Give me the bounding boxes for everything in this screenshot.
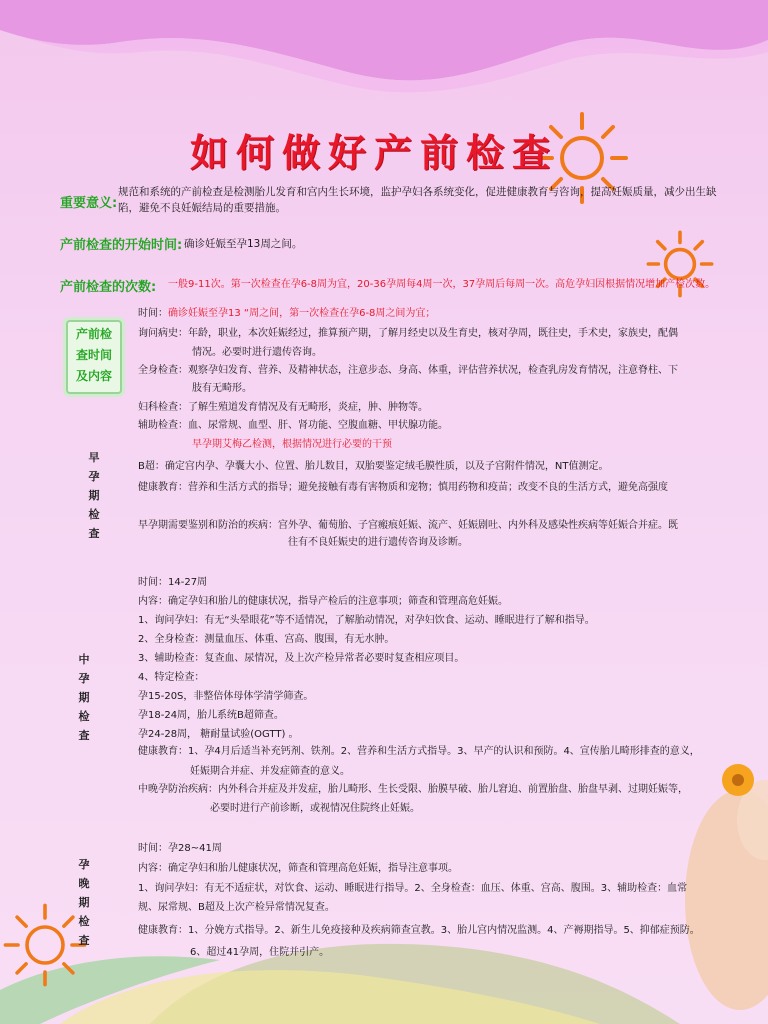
mid-prevention: 中晚孕防治疾病：内外科合并症及并发症，胎儿畸形、生长受限、胎膜早破、胎儿窘迫、前置胎盘、胎盘早剥、过期妊娠等， bbox=[138, 784, 688, 795]
mid-education: 健康教育：1、孕4月后适当补充钙剂、铁剂。2、营养和生活方式指导。3、早产的认识和预防。4、宣传胎儿畸形排查的意义， bbox=[138, 746, 700, 757]
count-label: 产前检查的次数: bbox=[60, 280, 157, 295]
label-char: 检 bbox=[88, 508, 100, 521]
label-char: 查 bbox=[78, 934, 90, 947]
early-general: 全身检查：观察孕妇发育、营养、及精神状态，注意步态、身高、体重，评估营养状况，检查乳房发育情况，注意脊柱、下 bbox=[138, 365, 678, 376]
late-items: 1、询问孕妇：有无不适症状，对饮食、运动、睡眠进行指导。2、全身检查：血压、体重、宫高、腹围。3、辅助检查：血常 bbox=[138, 883, 688, 894]
label-char: 孕 bbox=[88, 470, 100, 483]
mid-time: 时间：14-27周 bbox=[138, 577, 208, 588]
label-char: 查 bbox=[88, 527, 100, 540]
time-value: 确诊妊娠至孕13 “周之间，第一次检查在孕6-8周之间为宜； bbox=[168, 308, 436, 319]
label-char: 查 bbox=[78, 729, 90, 742]
mid-item-4: 4、特定检查： bbox=[138, 672, 205, 683]
label-char: 孕 bbox=[78, 858, 90, 871]
significance-text: 规范和系统的产前检查是检测胎儿发育和宫内生长环境，监护孕妇各系统变化，促进健康教育与咨询，提高妊娠质量，减少出生缺陷，避免不良妊娠结局的重要措施。 bbox=[118, 186, 717, 214]
mid-special-3: 孕24-28周， 糖耐量试验(OGTT) 。 bbox=[138, 729, 299, 740]
early-general-cont: 肢有无畸形。 bbox=[192, 383, 252, 394]
early-diseases-cont: 往有不良妊娠史的进行遗传咨询及诊断。 bbox=[288, 537, 468, 548]
label-char: 检 bbox=[78, 915, 90, 928]
mid-item-1: 1、询问孕妇：有无“头晕眼花”等不适情况，了解胎动情况，对孕妇饮食、运动、睡眠进行了解和指导。 bbox=[138, 615, 595, 626]
mid-content: 内容：确定孕妇和胎儿的健康状况，指导产检后的注意事项；筛查和管理高危妊娠。 bbox=[138, 596, 508, 607]
mid-special-2: 孕18-24周，胎儿系统B超筛查。 bbox=[138, 710, 284, 721]
page-title: 如何做好产前检查 bbox=[190, 131, 559, 175]
label-char: 晚 bbox=[78, 877, 90, 890]
early-diseases: 早孕期需要鉴别和防治的疾病：宫外孕、葡萄胎、子宫瘢痕妊娠、流产、妊娠剧吐、内外科及感染性疾病等妊娠合并症。既 bbox=[138, 520, 678, 531]
label-char: 中 bbox=[78, 653, 90, 666]
early-gyn: 妇科检查：了解生殖道发育情况及有无畸形，炎症，肿、肿物等。 bbox=[138, 402, 428, 413]
mid-education-cont: 妊娠期合并症、并发症筛查的意义。 bbox=[190, 766, 350, 777]
mid-prevention-cont: 必要时进行产前诊断，或视情况住院终止妊娠。 bbox=[210, 803, 420, 814]
late-education-cont: 6、超过41孕周，住院并引产。 bbox=[190, 947, 330, 958]
section-box-line: 产前检 bbox=[75, 327, 112, 341]
flower-icon bbox=[722, 764, 754, 796]
early-history: 询问病史：年龄，职业，本次妊娠经过，推算预产期，了解月经史以及生育史，核对孕周，既往史，手术史，家族史，配偶 bbox=[138, 328, 678, 339]
label-char: 早 bbox=[88, 451, 100, 464]
section-box-line: 及内容 bbox=[75, 369, 112, 383]
early-time bbox=[138, 307, 435, 321]
label-char: 期 bbox=[78, 896, 90, 909]
section-box bbox=[66, 320, 122, 394]
time-prefix: 时间： bbox=[138, 308, 168, 319]
early-aux: 辅助检查：血、尿常规、血型、肝、肾功能、空腹血糖、甲状腺功能。 bbox=[138, 420, 448, 431]
late-time: 时间：孕28~41周 bbox=[138, 843, 222, 854]
mid-special-1: 孕15-20S，非整倍体母体学清学筛查。 bbox=[138, 691, 314, 702]
late-items-cont: 规、尿常规、B超及上次产检异常情况复查。 bbox=[138, 902, 335, 913]
mid-item-3: 3、辅助检查：复查血、尿情况，及上次产检异常者必要时复查相应项目。 bbox=[138, 653, 465, 664]
significance-label: 重要意义: bbox=[60, 196, 118, 211]
early-history-cont: 情况。必要时进行遗传咨询。 bbox=[192, 347, 322, 358]
early-pregnancy-label bbox=[86, 448, 102, 543]
late-education: 健康教育：1、分娩方式指导。2、新生儿免疫接种及疾病筛查宣教。3、胎儿宫内情况监测。4、产褥期指导。5、抑郁症预防。 bbox=[138, 925, 700, 936]
start-time-label: 产前检查的开始时间: bbox=[60, 238, 183, 253]
late-pregnancy-label bbox=[76, 855, 92, 950]
label-char: 孕 bbox=[78, 672, 90, 685]
start-time-text: 确诊妊娠至孕13周之间。 bbox=[184, 238, 303, 250]
label-char: 期 bbox=[88, 489, 100, 502]
top-wave bbox=[0, 0, 768, 80]
section-box-line: 查时间 bbox=[75, 348, 112, 362]
count-text: 一般9-11次。第一次检查在孕6-8周为宜，20-36孕周每4周一次，37孕周后每周一次。高危孕妇因根据情况增加产检次数。 bbox=[168, 279, 716, 290]
early-aux-note: 早孕期艾梅乙检测，根据情况进行必要的干预 bbox=[192, 439, 392, 450]
early-bscan: B超：确定宫内孕、孕囊大小、位置、胎儿数目，双胎要鉴定绒毛膜性质，以及子宫附件情况，NT值测定。 bbox=[138, 461, 609, 472]
label-char: 检 bbox=[78, 710, 90, 723]
label-char: 期 bbox=[78, 691, 90, 704]
mid-pregnancy-label bbox=[76, 650, 92, 745]
early-education: 健康教育：营养和生活方式的指导；避免接触有毒有害物质和宠物；慎用药物和疫苗；改变不良的生活方式，避免高强度 bbox=[138, 482, 668, 493]
late-content: 内容：确定孕妇和胎儿健康状况，筛查和管理高危妊娠，指导注意事项。 bbox=[138, 863, 458, 874]
mid-item-2: 2、全身检查：测量血压、体重、宫高、腹围，有无水肿。 bbox=[138, 634, 395, 645]
